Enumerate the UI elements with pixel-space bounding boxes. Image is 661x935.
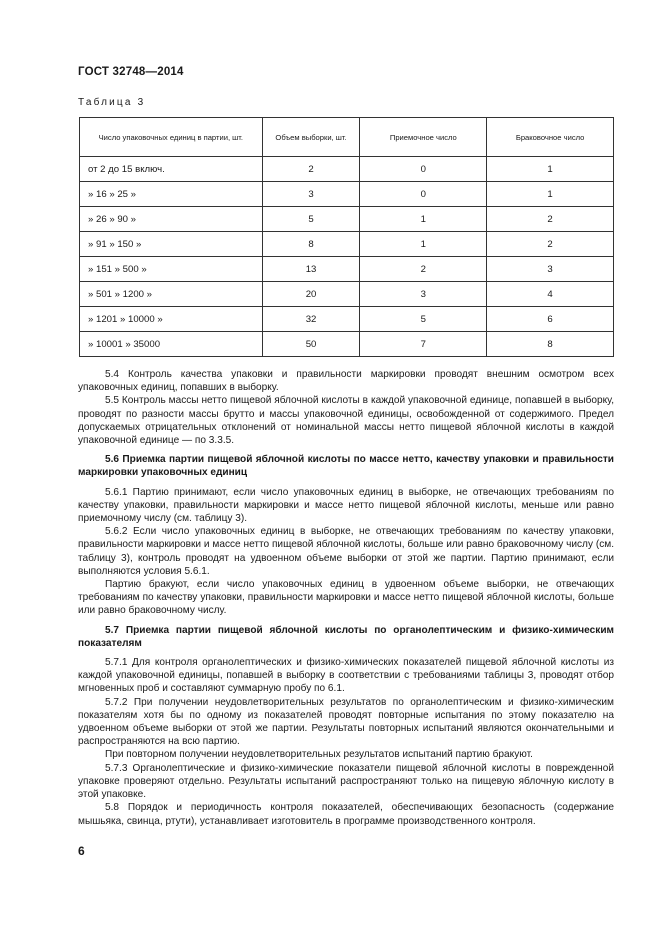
- table-caption: Таблица 3: [78, 97, 146, 108]
- table-cell: » 10001 » 35000: [80, 332, 263, 357]
- table-cell: 20: [262, 282, 360, 307]
- table-cell: 1: [487, 157, 614, 182]
- paragraph-5-7-2: 5.7.2 При получении неудовлетворительных результатов по органолептическим и физико-химическим показателям хотя бы по одному из показателей проводят повторные испытания по этому показателю на удвоенном объеме выборки от этой же партии. Результаты повторных испытаний являются окончательными и распространяются на всю партию.: [78, 696, 614, 748]
- table-cell: 3: [487, 257, 614, 282]
- table-row: [80, 307, 614, 332]
- document-header: ГОСТ 32748—2014: [78, 66, 184, 78]
- paragraph-5-5: 5.5 Контроль массы нетто пищевой яблочной кислоты в каждой упаковочной единице, попавшей в выборку, проводят по разности массы брутто и массы упаковочной единицы, освобожденной от содержимого. Предел допускаемых отрицательных отклонений от номинальной массы нетто пищевой яблочной кислоты в каждой упаковочной единице — по 3.3.5.: [78, 395, 614, 447]
- paragraph-5-8: 5.8 Порядок и периодичность контроля показателей, обеспечивающих безопасность (содержание мышьяка, свинца, ртути), устанавливает изготовитель в программе производственного контроля.: [78, 802, 614, 827]
- table-cell: 5: [262, 207, 360, 232]
- acceptance-table: [79, 117, 614, 357]
- table-cell: 8: [262, 232, 360, 257]
- paragraph-5-7-3: 5.7.3 Органолептические и физико-химические показатели пищевой яблочной кислоты в поврежденной упаковке проверяют отдельно. Результаты испытаний распространяют только на пищевую яблочную кислоту в этой упаковке.: [78, 762, 614, 801]
- table-cell: 1: [360, 232, 487, 257]
- table-row: [80, 157, 614, 182]
- table-cell: 5: [360, 307, 487, 332]
- table-cell: » 26 » 90 »: [80, 207, 263, 232]
- column-header-rejection-number: Браковочное число: [487, 118, 614, 157]
- paragraph-5-6-1: 5.6.1 Партию принимают, если число упаковочных единиц в выборке, не отвечающих требованиям по качеству упаковки, правильности маркировки и массе нетто пищевой яблочной кислоты, меньше или равно приемочному числу (см. таблицу 3).: [78, 486, 614, 525]
- table-cell: 13: [262, 257, 360, 282]
- table-cell: 32: [262, 307, 360, 332]
- table-cell: от 2 до 15 включ.: [80, 157, 263, 182]
- table-row: [80, 332, 614, 357]
- table-cell: » 501 » 1200 »: [80, 282, 263, 307]
- table-cell: 8: [487, 332, 614, 357]
- table-cell: 3: [262, 182, 360, 207]
- column-header-acceptance-number: Приемочное число: [360, 118, 487, 157]
- table-cell: » 91 » 150 »: [80, 232, 263, 257]
- table-cell: 2: [487, 207, 614, 232]
- table-header-row: [80, 118, 614, 157]
- column-header-sample-size: Объем выборки, шт.: [262, 118, 360, 157]
- table-row: [80, 282, 614, 307]
- paragraph-5-6-2-continued: Партию бракуют, если число упаковочных единиц в удвоенном объеме выборки, не отвечающих требованиям по качеству упаковки, правильности маркировки и массе нетто пищевой яблочной кислоты, больше или равно браковочному числу.: [78, 579, 614, 617]
- page-number: 6: [78, 844, 85, 858]
- table-cell: 1: [487, 182, 614, 207]
- table-cell: 0: [360, 182, 487, 207]
- table-row: [80, 182, 614, 207]
- section-heading-5-6: 5.6 Приемка партии пищевой яблочной кислоты по массе нетто, качеству упаковки и правильности маркировки упаковочных единиц: [78, 454, 614, 479]
- body-text: [78, 368, 614, 828]
- table-cell: 3: [360, 282, 487, 307]
- table-row: [80, 257, 614, 282]
- table-cell: 1: [360, 207, 487, 232]
- table-cell: 7: [360, 332, 487, 357]
- table-cell: 0: [360, 157, 487, 182]
- table-cell: » 1201 » 10000 »: [80, 307, 263, 332]
- table-cell: 2: [262, 157, 360, 182]
- table-cell: » 151 » 500 »: [80, 257, 263, 282]
- table-cell: 2: [487, 232, 614, 257]
- table-cell: » 16 » 25 »: [80, 182, 263, 207]
- table-row: [80, 232, 614, 257]
- table-cell: 2: [360, 257, 487, 282]
- paragraph-5-6-2: 5.6.2 Если число упаковочных единиц в выборке, не отвечающих требованиям по качеству упаковки, правильности маркировки и массе нетто пищевой яблочной кислоты, больше или равно браковочному числу (см. таблицу 3), контроль проводят на удвоенном объеме выборки от этой же партии. Партию принимают, если выполняются условия 5.6.1.: [78, 526, 614, 577]
- paragraph-5-7-2-continued: При повторном получении неудовлетворительных результатов испытаний партию бракуют.: [105, 749, 533, 761]
- table-cell: 4: [487, 282, 614, 307]
- table-cell: 50: [262, 332, 360, 357]
- section-heading-5-7: 5.7 Приемка партии пищевой яблочной кислоты по органолептическим и физико-химическим показателям: [78, 624, 614, 649]
- table-row: [80, 207, 614, 232]
- column-header-lot-size: Число упаковочных единиц в партии, шт.: [80, 118, 263, 157]
- table-cell: 6: [487, 307, 614, 332]
- paragraph-5-4: 5.4 Контроль качества упаковки и правильности маркировки проводят внешним осмотром всех упаковочных единиц, попавших в выборку.: [78, 369, 614, 394]
- paragraph-5-7-1: 5.7.1 Для контроля органолептических и физико-химических показателей пищевой яблочной кислоты из каждой упаковочной единицы, попавшей в выборку в соответствии с требованиями таблицы 3, проводят отбор мгновенных проб и составляют суммарную пробу по 6.1.: [78, 657, 614, 695]
